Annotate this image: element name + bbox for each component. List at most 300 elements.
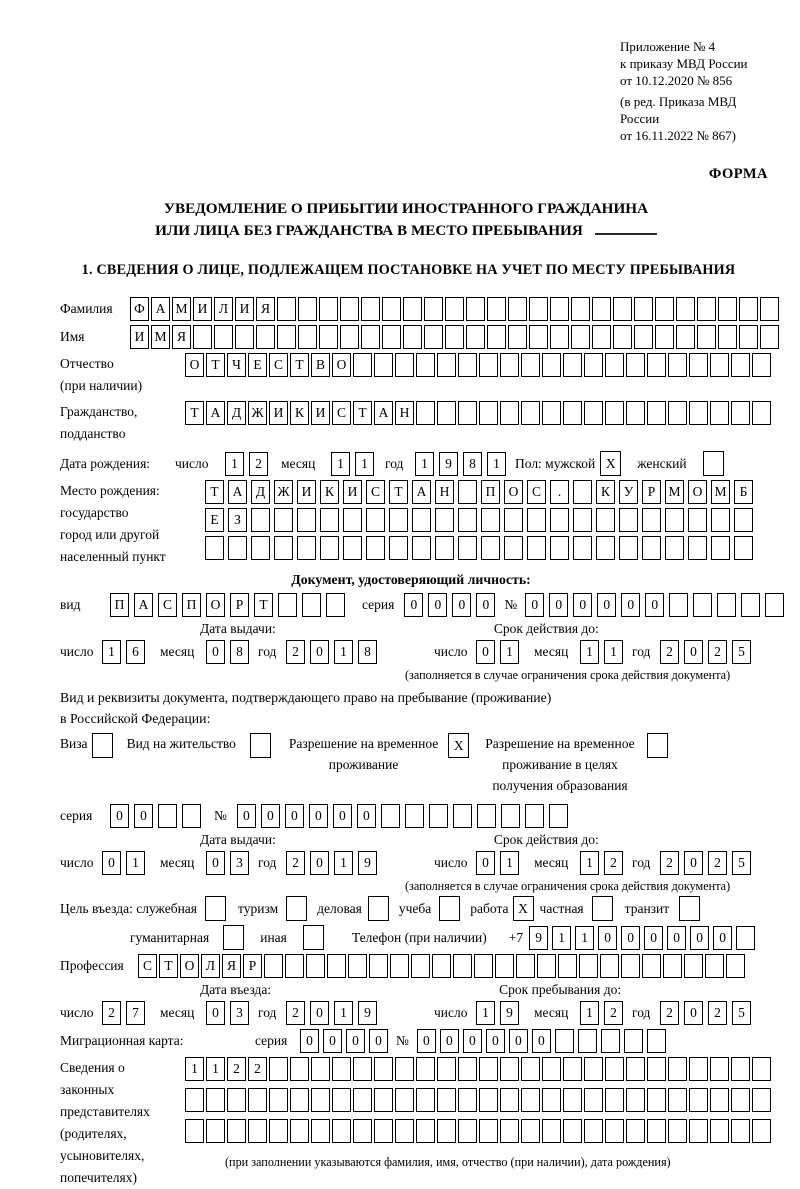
birthplace-labels: Место рождения: государство город или другой населенный пункт xyxy=(60,483,166,564)
private-checkbox xyxy=(592,896,615,921)
doc-series-boxes xyxy=(404,593,500,617)
char-box xyxy=(689,353,708,377)
char-box xyxy=(290,1119,309,1143)
form-title-line1: УВЕДОМЛЕНИЕ О ПРИБЫТИИ ИНОСТРАННОГО ГРАЖДАНИНА xyxy=(163,200,649,217)
char-box xyxy=(412,536,431,560)
day-label: число xyxy=(175,455,209,471)
char-box xyxy=(500,1119,519,1143)
char-box: 2 xyxy=(660,851,679,875)
char-box: К xyxy=(320,480,339,504)
char-box xyxy=(251,536,270,560)
char-box xyxy=(688,536,707,560)
char-box xyxy=(626,1057,645,1081)
char-box xyxy=(374,1088,393,1112)
reference-line: (в ред. Приказа МВД России xyxy=(620,94,737,126)
char-box xyxy=(711,508,730,532)
char-box: И xyxy=(297,480,316,504)
char-box: Т xyxy=(206,353,225,377)
char-box: 0 xyxy=(532,1029,551,1053)
char-box xyxy=(223,925,244,950)
char-box xyxy=(542,1088,561,1112)
profession-boxes xyxy=(138,954,747,978)
char-box xyxy=(626,1119,645,1143)
char-box xyxy=(760,325,779,349)
char-box xyxy=(248,1119,267,1143)
char-box: 0 xyxy=(621,593,640,617)
char-box xyxy=(311,1057,330,1081)
char-box xyxy=(619,508,638,532)
order-reference xyxy=(620,38,772,144)
char-box: И xyxy=(193,297,212,321)
char-box xyxy=(642,508,661,532)
migration-series-boxes xyxy=(300,1029,392,1053)
tourism-checkbox xyxy=(286,896,309,921)
char-box: 5 xyxy=(732,1001,751,1025)
char-box xyxy=(693,593,712,617)
char-box xyxy=(647,353,666,377)
char-box: Т xyxy=(389,480,408,504)
id-valid-month xyxy=(580,640,628,664)
char-box xyxy=(185,1088,204,1112)
char-box: 2 xyxy=(286,851,305,875)
char-box: 3 xyxy=(230,1001,249,1025)
char-box: 0 xyxy=(621,926,640,950)
char-box: X xyxy=(448,733,469,758)
char-box xyxy=(697,297,716,321)
char-box xyxy=(521,1088,540,1112)
char-box xyxy=(679,896,700,921)
char-box xyxy=(647,1088,666,1112)
series-label: серия xyxy=(362,597,395,612)
char-box xyxy=(665,508,684,532)
char-box xyxy=(726,954,745,978)
permit-issue-year xyxy=(286,851,382,875)
doc-type-label: вид xyxy=(60,597,81,612)
permit-valid-month xyxy=(580,851,628,875)
form-title-line2: ИЛИ ЛИЦА БЕЗ ГРАЖДАНСТВА В МЕСТО ПРЕБЫВАНИЯ xyxy=(40,220,772,242)
char-box xyxy=(592,896,613,921)
char-box xyxy=(437,401,456,425)
char-box xyxy=(500,1088,519,1112)
char-box xyxy=(453,954,472,978)
char-box xyxy=(228,536,247,560)
char-box xyxy=(647,401,666,425)
char-box xyxy=(689,1057,708,1081)
char-box xyxy=(731,401,750,425)
char-box: О xyxy=(180,954,199,978)
char-box xyxy=(508,325,527,349)
char-box xyxy=(626,401,645,425)
char-box: Н xyxy=(435,480,454,504)
char-box xyxy=(403,297,422,321)
entry-day xyxy=(102,1001,150,1025)
char-box: Л xyxy=(214,297,233,321)
char-box xyxy=(642,954,661,978)
char-box xyxy=(697,325,716,349)
char-box: 2 xyxy=(102,1001,121,1025)
char-box xyxy=(542,1057,561,1081)
char-box xyxy=(366,508,385,532)
firstname-boxes xyxy=(130,325,781,349)
doc-type-boxes xyxy=(110,593,350,617)
char-box: А xyxy=(412,480,431,504)
char-box xyxy=(416,1057,435,1081)
char-box: Р xyxy=(642,480,661,504)
char-box: 0 xyxy=(110,804,129,828)
char-box: 0 xyxy=(525,593,544,617)
char-box: Т xyxy=(185,401,204,425)
migration-card-label: Миграционная карта: xyxy=(60,1033,184,1048)
char-box xyxy=(592,297,611,321)
birthplace-line2 xyxy=(205,508,757,532)
birthplace-block xyxy=(60,480,772,568)
char-box: П xyxy=(110,593,129,617)
char-box xyxy=(571,297,590,321)
char-box xyxy=(537,954,556,978)
char-box xyxy=(647,1119,666,1143)
birth-day-boxes xyxy=(225,452,273,476)
char-box: 0 xyxy=(285,804,304,828)
char-box: 0 xyxy=(713,926,732,950)
char-box: 6 xyxy=(126,640,145,664)
char-box: М xyxy=(151,325,170,349)
char-box xyxy=(250,733,271,758)
char-box xyxy=(327,954,346,978)
issue-date-heading: Дата выдачи: xyxy=(200,621,276,636)
patronymic-row xyxy=(60,353,772,397)
sex-male-checkbox xyxy=(600,451,623,476)
char-box: 0 xyxy=(452,593,471,617)
char-box: Д xyxy=(251,480,270,504)
char-box xyxy=(542,1119,561,1143)
char-box xyxy=(527,536,546,560)
char-box: 1 xyxy=(580,1001,599,1025)
char-box xyxy=(458,1088,477,1112)
birthplace-line3 xyxy=(205,536,757,560)
id-valid-note: (заполняется в случае ограничения срока действия документа) xyxy=(405,668,731,682)
birthplace-line1 xyxy=(205,480,757,504)
char-box: Я xyxy=(256,297,275,321)
id-valid-year xyxy=(660,640,756,664)
char-box xyxy=(495,954,514,978)
char-box xyxy=(256,325,275,349)
char-box: 0 xyxy=(134,804,153,828)
char-box: 9 xyxy=(529,926,548,950)
char-box xyxy=(437,1088,456,1112)
char-box xyxy=(320,536,339,560)
char-box xyxy=(182,804,201,828)
char-box xyxy=(596,536,615,560)
id-valid-day xyxy=(476,640,524,664)
char-box: 0 xyxy=(597,593,616,617)
char-box xyxy=(710,1057,729,1081)
char-box xyxy=(382,297,401,321)
char-box xyxy=(676,297,695,321)
char-box xyxy=(550,536,569,560)
guardians-line2 xyxy=(185,1088,773,1112)
char-box xyxy=(605,401,624,425)
entry-month xyxy=(206,1001,254,1025)
char-box xyxy=(619,536,638,560)
char-box xyxy=(529,297,548,321)
char-box: 2 xyxy=(604,1001,623,1025)
char-box xyxy=(227,1119,246,1143)
char-box: 1 xyxy=(500,851,519,875)
char-box xyxy=(579,954,598,978)
sex-male-label: Пол: мужской xyxy=(515,455,596,471)
char-box xyxy=(668,353,687,377)
char-box xyxy=(605,1057,624,1081)
char-box: 0 xyxy=(598,926,617,950)
char-box: К xyxy=(290,401,309,425)
char-box: Е xyxy=(205,508,224,532)
char-box xyxy=(353,1088,372,1112)
char-box xyxy=(466,297,485,321)
char-box xyxy=(389,508,408,532)
char-box: 0 xyxy=(476,851,495,875)
char-box: 0 xyxy=(206,1001,225,1025)
stay-day xyxy=(476,1001,524,1025)
char-box: О xyxy=(688,480,707,504)
char-box xyxy=(381,804,400,828)
char-box xyxy=(405,804,424,828)
guardians-block xyxy=(60,1057,772,1189)
char-box: Т xyxy=(353,401,372,425)
char-box xyxy=(601,1029,620,1053)
char-box xyxy=(343,508,362,532)
char-box: 0 xyxy=(237,804,256,828)
char-box xyxy=(437,1119,456,1143)
char-box xyxy=(193,325,212,349)
permit-series-row: серия 0 0 № 0 0 0 0 0 0 xyxy=(60,804,772,828)
char-box: 0 xyxy=(667,926,686,950)
char-box: 2 xyxy=(708,851,727,875)
sex-female-checkbox xyxy=(703,451,726,476)
char-box: 0 xyxy=(463,1029,482,1053)
temp-residence-label: Разрешение на временное проживание xyxy=(288,736,439,772)
char-box: 1 xyxy=(334,640,353,664)
char-box xyxy=(158,804,177,828)
char-box: А xyxy=(228,480,247,504)
char-box xyxy=(521,353,540,377)
char-box: 1 xyxy=(500,640,519,664)
char-box xyxy=(550,297,569,321)
birth-year-boxes xyxy=(415,452,511,476)
char-box xyxy=(584,401,603,425)
char-box xyxy=(311,1119,330,1143)
surname-label: Фамилия xyxy=(60,301,113,316)
char-box xyxy=(578,1029,597,1053)
char-box xyxy=(248,1088,267,1112)
char-box xyxy=(424,297,443,321)
char-box xyxy=(563,353,582,377)
char-box xyxy=(303,925,324,950)
purpose-row: Цель въезда: служебная туризм деловая учеба работа X частная транзит xyxy=(60,896,772,921)
permit-issue-month xyxy=(206,851,254,875)
char-box: 1 xyxy=(334,851,353,875)
char-box xyxy=(689,401,708,425)
char-box xyxy=(416,353,435,377)
char-box xyxy=(319,297,338,321)
char-box: 2 xyxy=(227,1057,246,1081)
char-box xyxy=(368,896,389,921)
char-box xyxy=(458,353,477,377)
birthdate-label: Дата рождения: xyxy=(60,455,151,471)
char-box xyxy=(584,1057,603,1081)
char-box: 1 xyxy=(355,452,374,476)
permit-valid-year xyxy=(660,851,756,875)
char-box xyxy=(734,536,753,560)
char-box xyxy=(332,1119,351,1143)
char-box xyxy=(710,1088,729,1112)
char-box xyxy=(525,804,544,828)
char-box xyxy=(403,325,422,349)
char-box xyxy=(235,325,254,349)
char-box xyxy=(710,1119,729,1143)
char-box xyxy=(382,325,401,349)
char-box: 0 xyxy=(684,640,703,664)
char-box xyxy=(290,1088,309,1112)
char-box xyxy=(214,325,233,349)
char-box xyxy=(278,593,297,617)
char-box xyxy=(752,1057,771,1081)
char-box: 1 xyxy=(552,926,571,950)
char-box: И xyxy=(343,480,362,504)
char-box xyxy=(613,297,632,321)
char-box: 0 xyxy=(645,593,664,617)
char-box: 0 xyxy=(549,593,568,617)
char-box xyxy=(458,480,477,504)
char-box xyxy=(479,1088,498,1112)
char-box: Я xyxy=(172,325,191,349)
char-box xyxy=(298,297,317,321)
char-box: А xyxy=(151,297,170,321)
char-box xyxy=(477,804,496,828)
guardians-boxes xyxy=(185,1057,773,1170)
char-box xyxy=(458,1119,477,1143)
char-box: П xyxy=(182,593,201,617)
char-box xyxy=(264,954,283,978)
char-box: 0 xyxy=(309,804,328,828)
stay-until-heading: Срок пребывания до: xyxy=(499,982,622,997)
char-box xyxy=(549,804,568,828)
char-box xyxy=(458,536,477,560)
char-box xyxy=(592,325,611,349)
char-box xyxy=(504,508,523,532)
char-box xyxy=(550,325,569,349)
profession-label: Профессия xyxy=(60,958,124,973)
char-box xyxy=(563,1119,582,1143)
char-box xyxy=(550,508,569,532)
char-box: Я xyxy=(222,954,241,978)
id-doc-date-headings xyxy=(60,621,772,637)
char-box xyxy=(705,954,724,978)
char-box xyxy=(439,896,460,921)
char-box xyxy=(353,353,372,377)
char-box: И xyxy=(311,401,330,425)
char-box xyxy=(760,297,779,321)
char-box: 0 xyxy=(509,1029,528,1053)
char-box xyxy=(92,733,113,758)
char-box: Т xyxy=(290,353,309,377)
char-box xyxy=(605,1119,624,1143)
char-box: П xyxy=(481,480,500,504)
permit-intro-2: в Российской Федерации: xyxy=(60,711,211,726)
patronymic-boxes xyxy=(185,353,773,377)
phone-label: Телефон (при наличии) xyxy=(351,929,487,945)
char-box xyxy=(573,508,592,532)
char-box xyxy=(332,1088,351,1112)
char-box: 5 xyxy=(732,851,751,875)
purpose-label: Цель въезда: служебная xyxy=(60,900,197,916)
char-box xyxy=(668,401,687,425)
char-box xyxy=(269,1057,288,1081)
char-box xyxy=(542,401,561,425)
char-box xyxy=(277,325,296,349)
char-box: 1 xyxy=(580,640,599,664)
char-box xyxy=(353,1119,372,1143)
char-box: 1 xyxy=(206,1057,225,1081)
char-box: 0 xyxy=(428,593,447,617)
char-box: 0 xyxy=(684,1001,703,1025)
char-box: 0 xyxy=(310,851,329,875)
char-box xyxy=(688,508,707,532)
char-box xyxy=(361,325,380,349)
char-box xyxy=(605,353,624,377)
char-box: 1 xyxy=(331,452,350,476)
char-box: 2 xyxy=(286,1001,305,1025)
char-box: 8 xyxy=(358,640,377,664)
char-box xyxy=(453,804,472,828)
char-box xyxy=(411,954,430,978)
char-box: 0 xyxy=(573,593,592,617)
char-box: 8 xyxy=(463,452,482,476)
entry-date-heading: Дата въезда: xyxy=(200,982,272,997)
transit-checkbox xyxy=(679,896,702,921)
char-box xyxy=(435,536,454,560)
valid-until-heading: Срок действия до: xyxy=(493,621,599,636)
surname-row xyxy=(60,297,772,321)
char-box: 0 xyxy=(346,1029,365,1053)
entry-date-headings xyxy=(60,982,772,998)
char-box xyxy=(395,353,414,377)
char-box xyxy=(668,1057,687,1081)
char-box xyxy=(416,1119,435,1143)
char-box: С xyxy=(366,480,385,504)
char-box: 0 xyxy=(261,804,280,828)
char-box: 0 xyxy=(206,640,225,664)
char-box: Ч xyxy=(227,353,246,377)
guardians-note: (при заполнении указываются фамилия, имя, отчество (при наличии), дата рождения) xyxy=(225,1155,671,1169)
char-box xyxy=(600,954,619,978)
char-box: 1 xyxy=(487,452,506,476)
char-box xyxy=(332,1057,351,1081)
char-box xyxy=(752,401,771,425)
char-box: С xyxy=(332,401,351,425)
char-box xyxy=(285,954,304,978)
char-box: С xyxy=(269,353,288,377)
char-box xyxy=(668,1088,687,1112)
char-box: Л xyxy=(201,954,220,978)
id-doc-row xyxy=(60,593,772,617)
char-box xyxy=(269,1119,288,1143)
char-box xyxy=(458,1057,477,1081)
char-box xyxy=(445,297,464,321)
char-box xyxy=(647,733,668,758)
char-box: 1 xyxy=(102,640,121,664)
id-issue-month xyxy=(206,640,254,664)
char-box xyxy=(684,954,703,978)
